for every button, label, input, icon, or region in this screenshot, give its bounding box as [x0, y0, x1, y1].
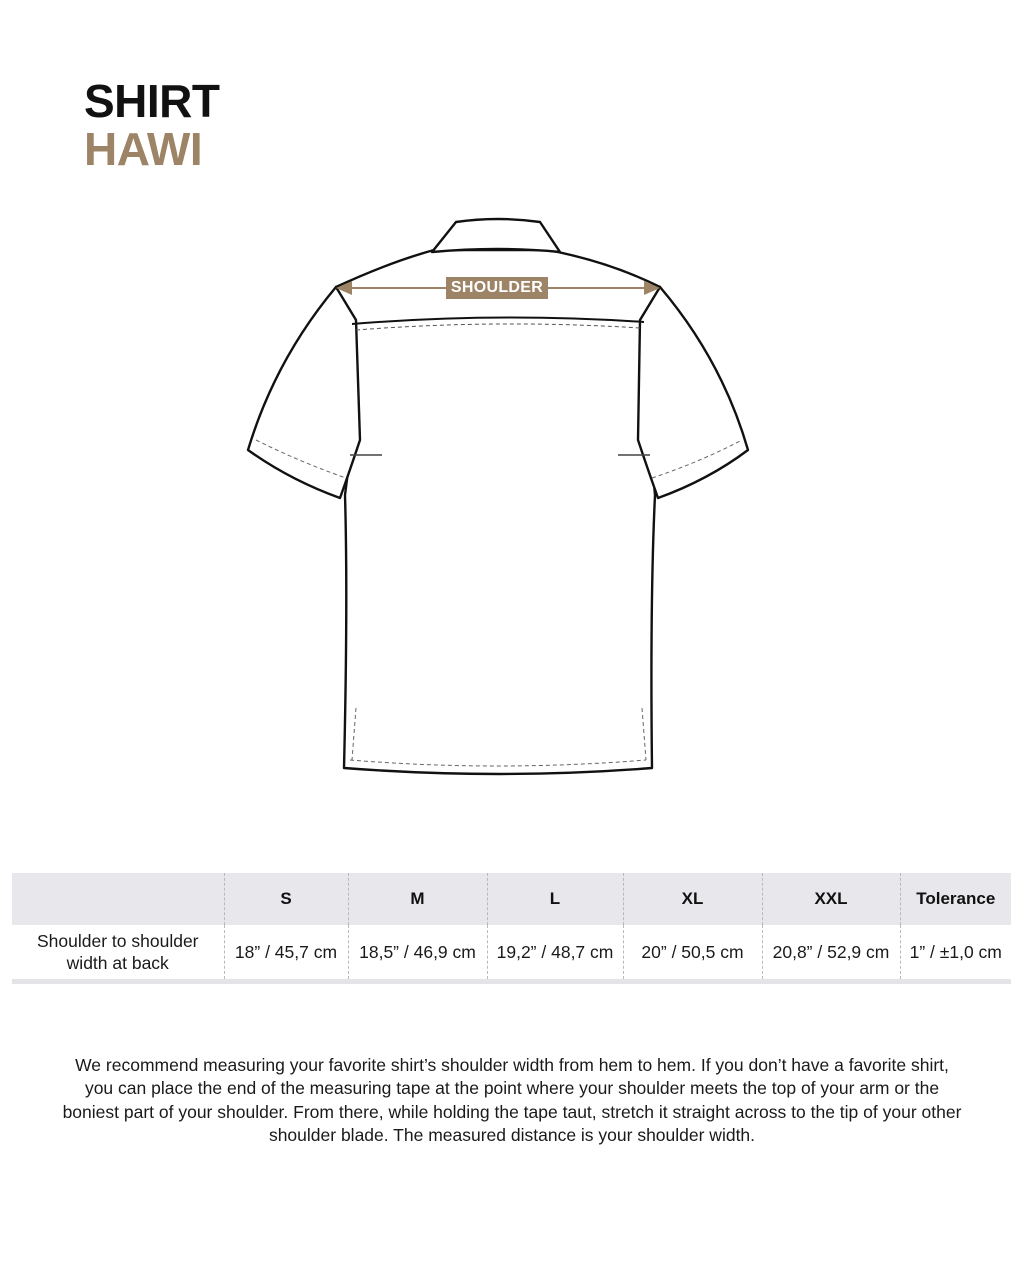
- cell-s: 18” / 45,7 cm: [224, 925, 348, 982]
- cell-tolerance: 1” / ±1,0 cm: [900, 925, 1011, 982]
- size-header-s: S: [224, 873, 348, 925]
- cell-m: 18,5” / 46,9 cm: [348, 925, 487, 982]
- cell-xxl: 20,8” / 52,9 cm: [762, 925, 900, 982]
- collar-outline: [432, 219, 560, 252]
- left-sleeve-outline: [248, 287, 360, 498]
- measuring-instructions: We recommend measuring your favorite shirt’s shoulder width from hem to hem. If you don’t have a favorite shirt, you can place the end of the measuring tape at the point where your shoulder meets the top of your arm or the boniest part of your shoulder. From there, while holding the tape taut, stretch it straight across to the tip of your other shoulder blade. The measured distance is your shoulder width.: [62, 1054, 962, 1145]
- table-row: [12, 925, 1011, 982]
- size-header-xxl: XXL: [762, 873, 900, 925]
- cell-l: 19,2” / 48,7 cm: [487, 925, 623, 982]
- size-header-l: L: [487, 873, 623, 925]
- tolerance-header: Tolerance: [900, 873, 1011, 925]
- product-category: SHIRT: [84, 75, 220, 127]
- size-header-xl: XL: [623, 873, 762, 925]
- right-sleeve-outline: [638, 287, 748, 498]
- product-title: [84, 75, 220, 175]
- table-header-row: [12, 873, 1011, 925]
- table-header-empty: [12, 873, 224, 925]
- row-label: Shoulder to shoulder width at back: [12, 925, 224, 982]
- cell-xl: 20” / 50,5 cm: [623, 925, 762, 982]
- size-header-m: M: [348, 873, 487, 925]
- shoulder-measure-label: SHOULDER: [446, 277, 548, 299]
- product-name: HAWI: [84, 123, 203, 175]
- size-chart-table: [12, 873, 1011, 984]
- shirt-body-outline: [336, 250, 660, 774]
